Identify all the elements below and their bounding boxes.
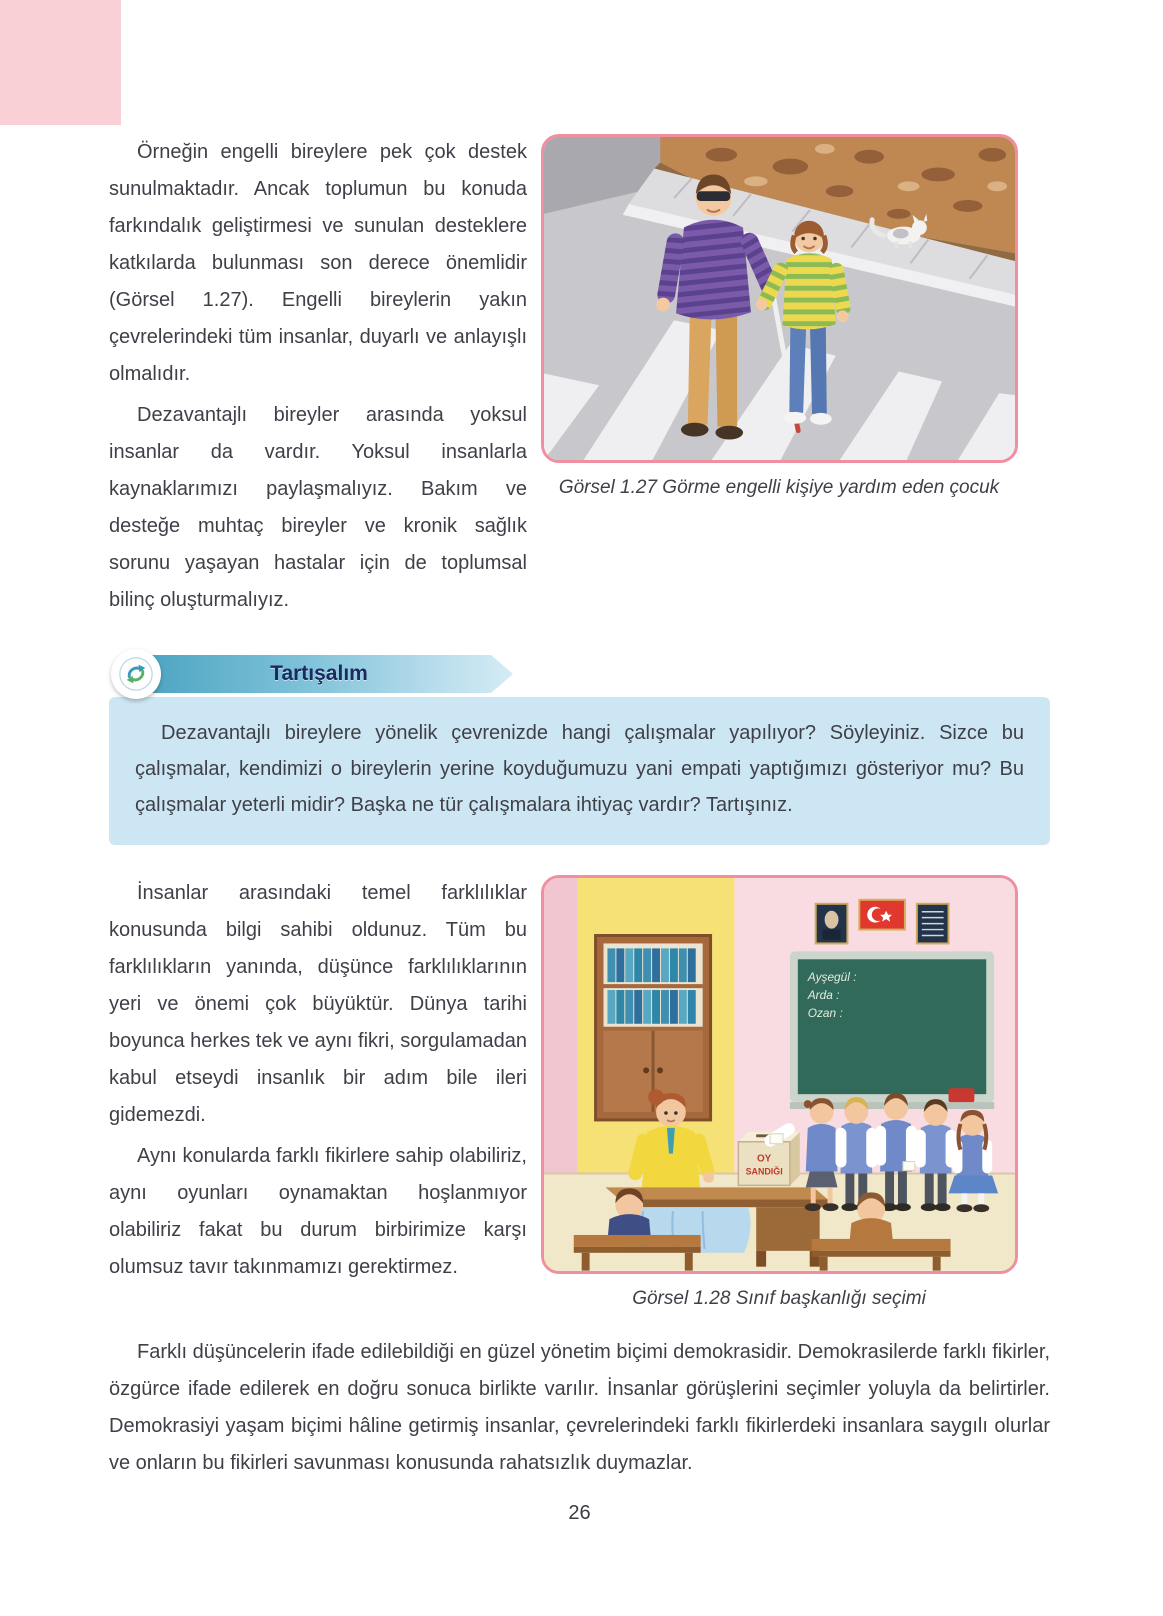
ballot-paper (902, 1162, 914, 1171)
board-name: Ayşegül : (807, 970, 857, 985)
section-disadvantaged (109, 134, 1050, 619)
discussion-activity (109, 653, 1050, 845)
turkish-flag (859, 900, 905, 930)
body-paragraph: Dezavantajlı bireyler arasında yoksul insanlar da vardır. Yoksul insanlarla kaynaklarımızı paylaşmalıyız. Bakım ve desteğe muhtaç bireyler ve kronik sağlık sorunu yaşayan hastalar için de toplumsal bilinç oluşturmalıyız. (109, 404, 527, 611)
body-paragraph: Farklı düşüncelerin ifade edilebildiği en güzel yönetim biçimi demokrasidir. Demokrasilerde farklı fikirler, özgürce ifade edilerek en doğru sonuca birlikte varılır. İnsanlar görüşlerini seçimler yoluyla da belirtirler. Demokrasiyi yaşam biçimi hâline getirmiş insanlar, çevrelerindeki farklı fikirlerdeki insanlara saygılı olurlar ve onların bu fikirleri savunması konusunda rahatsızlık duymazlar. (109, 1340, 1050, 1474)
figure-1-27-frame (541, 134, 1018, 463)
ballot-box-label: OY (756, 1153, 771, 1165)
discussion-icon (111, 649, 161, 699)
corner-decoration (0, 0, 121, 125)
street-crossing-illustration (544, 137, 1015, 460)
figure-1-28 (540, 875, 1018, 1310)
figure-1-27 (540, 134, 1018, 499)
discussion-box (109, 697, 1050, 845)
cycle-arrows-icon (119, 657, 153, 691)
text-column (109, 875, 527, 1286)
figure-1-28-frame (541, 875, 1018, 1274)
body-paragraph: Örneğin engelli bireylere pek çok destek sunulmaktadır. Ancak toplumun bu konuda farkındalık geliştirmesi ve sunulan desteklere katkılarda bulunması son derece önemlidir (Görsel 1.27). Engelli bireylerin yakın çevrelerindeki tüm insanlar, duyarlı ve anlayışlı olmalıdır. (109, 141, 527, 385)
body-paragraph: İnsanlar arasındaki temel farklılıklar konusunda bilgi sahibi oldunuz. Tüm bu farklılıkların yanında, düşünce farklılıklarının yeri ve önemi çok büyüktür. Dünya tarihi boyunca herkes tek ve aynı fikri, sorgulamadan kabul etseydi insanlık bir adım bile ileri gidemezdi. (109, 882, 527, 1126)
anthem-frame (916, 904, 948, 944)
chalkboard (789, 951, 993, 1109)
board-name: Ozan : (807, 1005, 843, 1020)
discussion-text: Dezavantajlı bireylere yönelik çevrenizde hangi çalışmalar yapılıyor? Söyleyiniz. Sizce bu çalışmalar, kendimizi o bireylerin yerine koyduğumuzu yani empati yaptığımızı gösteriyor mu? Bu çalışmalar yeterli midir? Başka ne tür çalışmalara ihtiyaç vardır? Tartışınız. (135, 722, 1024, 816)
ballot-paper (770, 1134, 783, 1144)
figure-caption: Görsel 1.27 Görme engelli kişiye yardım eden çocuk (558, 477, 1000, 499)
section-differences (109, 875, 1050, 1310)
ballot-box-label: SANDIĞI (745, 1166, 783, 1177)
page-number: 26 (568, 1501, 591, 1524)
body-paragraph: Aynı konularda farklı fikirlere sahip olabiliriz, aynı oyunları oynamaktan hoşlanmıyor olabiliriz fakat bu durum birbirimize karşı olumsuz tavır takınmamızı gerektirmez. (109, 1145, 527, 1278)
braid (984, 1124, 986, 1150)
discussion-title: Tartışalım (270, 662, 368, 685)
classroom-election-illustration (544, 878, 1015, 1271)
page-content (109, 134, 1050, 1525)
dark-glasses (696, 191, 730, 201)
figure-caption: Görsel 1.28 Sınıf başkanlığı seçimi (632, 1287, 926, 1309)
ataturk-portrait (815, 904, 847, 944)
red-folder (948, 1088, 974, 1102)
discussion-banner (115, 653, 513, 695)
text-column (109, 134, 527, 619)
board-name: Arda : (807, 987, 839, 1002)
braid (958, 1124, 960, 1150)
